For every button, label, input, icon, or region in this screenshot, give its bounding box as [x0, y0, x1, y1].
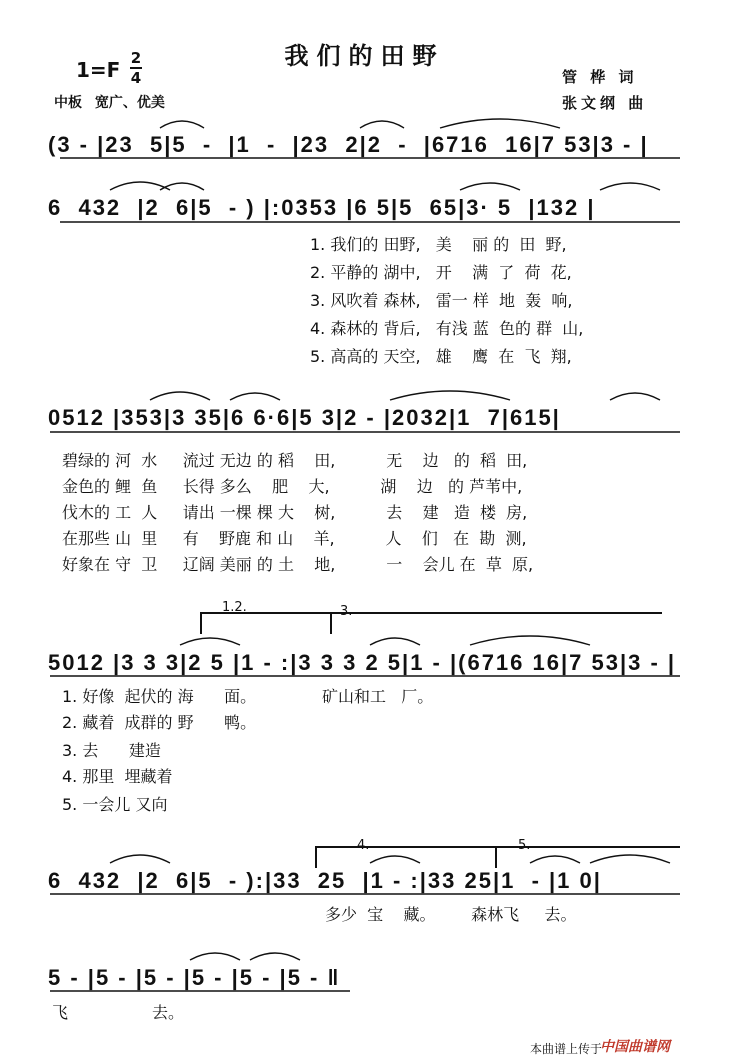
tempo-marking: 中板 宽广、优美 — [54, 95, 165, 111]
volta-bracket-4 — [315, 846, 495, 848]
volta-bracket-3 — [330, 612, 662, 614]
song-title: 我们的田野 — [284, 42, 445, 70]
verse-mid-5: 好象在 守 卫 辽阔 美丽 的 土 地, 一 会儿 在 草 原, — [62, 555, 534, 574]
verse-low-4: 4. 那里 埋藏着 — [62, 767, 173, 786]
volta-bracket-12-left — [200, 612, 202, 634]
verse-top-3: 3. 风吹着 森林, 雷一 样 地 轰 响, — [310, 291, 573, 310]
notation-row-2: 6 432 |2 6|5 - ) |:0353 |6 5|5 65|3· 5 |132 | — [48, 195, 596, 220]
time-sig-bottom: 4 — [130, 69, 142, 87]
notation-row-1: (3 - |23 5|5 - |1 - |23 2|2 - |6716 16|7 53|3 - | — [48, 132, 649, 157]
verse-mid-1: 碧绿的 河 水 流过 无边 的 稻 田, 无 边 的 稻 田, — [62, 451, 528, 470]
verse-mid-2: 金色的 鲤 鱼 长得 多么 肥 大, 湖 边 的 芦苇中, — [62, 477, 523, 496]
volta-bracket-5-left — [495, 846, 497, 868]
verse-low-1: 1. 好像 起伏的 海 面。 — [62, 687, 257, 706]
volta-label-4: 4. — [357, 838, 370, 853]
time-sig-top: 2 — [130, 49, 142, 67]
site-logo: 中国曲谱网 — [600, 1039, 670, 1055]
row6-lyric-a: 飞 — [52, 1003, 69, 1022]
verse-top-5: 5. 高高的 天空, 雄 鹰 在 飞 翔, — [310, 347, 572, 366]
volta-bracket-3-left — [330, 612, 332, 634]
volta-label-3: 3. — [340, 604, 353, 619]
composer-credit: 张文纲 曲 — [562, 94, 648, 112]
notation-row-4: 5012 |3 3 3|2 5 |1 - :|3 3 3 2 5|1 - |(6716 16|7 53|3 - | — [48, 650, 677, 675]
verse-low-3: 3. 去 建造 — [62, 741, 161, 760]
verse-top-4: 4. 森林的 背后, 有浅 蓝 色的 群 山, — [310, 319, 584, 338]
row5-lyric: 多少 宝 藏。 森林飞 去。 — [325, 905, 577, 924]
verse-mid-3: 伐木的 工 人 请出 一棵 棵 大 树, 去 建 造 楼 房, — [62, 503, 528, 522]
volta-label-12: 1.2. — [222, 600, 247, 615]
volta-bracket-12 — [200, 612, 330, 614]
ending-3-lyric: 矿山和工 厂。 — [322, 687, 434, 706]
verse-mid-4: 在那些 山 里 有 野鹿 和 山 羊, 人 们 在 勘 测, — [62, 529, 527, 548]
volta-bracket-4-left — [315, 846, 317, 868]
notation-row-3: 0512 |353|3 35|6 6·6|5 3|2 - |2032|1 7|615| — [48, 405, 561, 430]
verse-top-1: 1. 我们的 田野, 美 丽 的 田 野, — [310, 235, 567, 254]
volta-label-5: 5. — [518, 838, 531, 853]
notation-row-6: 5 - |5 - |5 - |5 - |5 - |5 - ‖ — [48, 965, 341, 990]
verse-low-2: 2. 藏着 成群的 野 鸭。 — [62, 713, 257, 732]
notation-row-5: 6 432 |2 6|5 - ):|33 25 |1 - :|33 25|1 - |1 0| — [48, 868, 602, 893]
verse-low-5: 5. 一会儿 又向 — [62, 795, 168, 814]
verse-top-2: 2. 平静的 湖中, 开 满 了 荷 花, — [310, 263, 572, 282]
key-signature: 1=F — [76, 58, 121, 82]
row6-lyric-b: 去。 — [152, 1003, 185, 1022]
lyricist-credit: 管 桦 词 — [562, 68, 638, 86]
upload-note: 本曲谱上传于 — [530, 1042, 603, 1056]
